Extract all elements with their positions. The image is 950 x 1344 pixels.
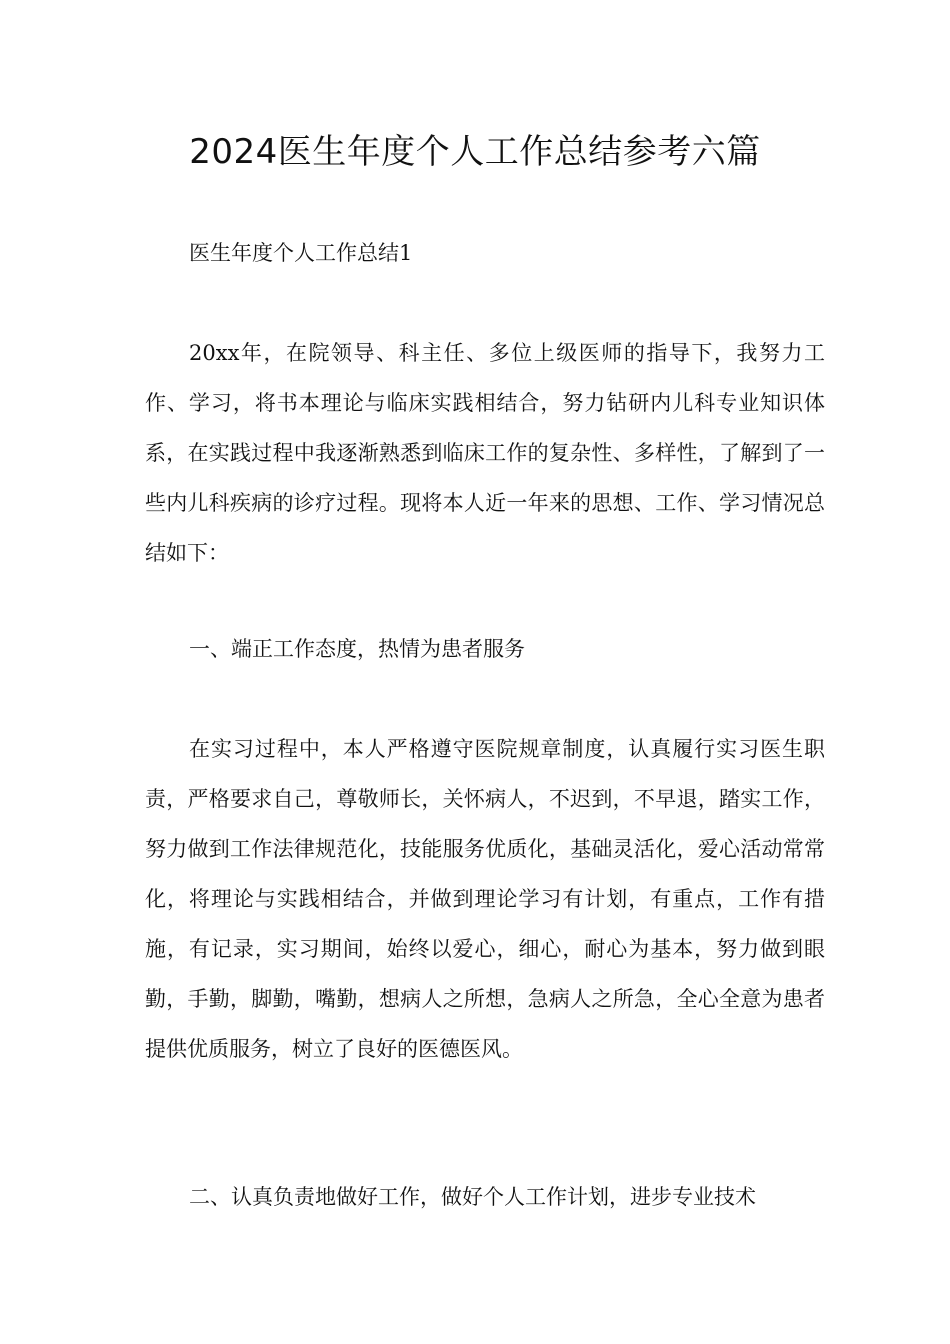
section-heading-1: 一、端正工作态度，热情为患者服务 [189, 637, 525, 661]
document-title: 2024医生年度个人工作总结参考六篇 [189, 132, 761, 172]
section-heading-2: 二、认真负责地做好工作，做好个人工作计划，进步专业技术 [189, 1185, 756, 1209]
body-paragraph-1: 在实习过程中，本人严格遵守医院规章制度，认真履行实习医生职责，严格要求自己，尊敬师长，关怀病人，不迟到，不早退，踏实工作，努力做到工作法律规范化，技能服务优质化，基础灵活化，爱心活动常常化，将理论与实践相结合，并做到理论学习有计划，有重点，工作有措施，有记录，实习期间，始终以爱心，细心，耐心为基本，努力做到眼勤，手勤，脚勤，嘴勤，想病人之所想，急病人之所急，全心全意为患者提供优质服务，树立了良好的医德医风。 [145, 737, 825, 1061]
section-subtitle: 医生年度个人工作总结1 [189, 241, 413, 265]
intro-paragraph: 20xx年，在院领导、科主任、多位上级医师的指导下，我努力工作、学习，将书本理论与临床实践相结合，努力钻研内儿科专业知识体系，在实践过程中我逐渐熟悉到临床工作的复杂性、多样性，了解到了一些内儿科疾病的诊疗过程。现将本人近一年来的思想、工作、学习情况总结如下： [145, 341, 825, 565]
